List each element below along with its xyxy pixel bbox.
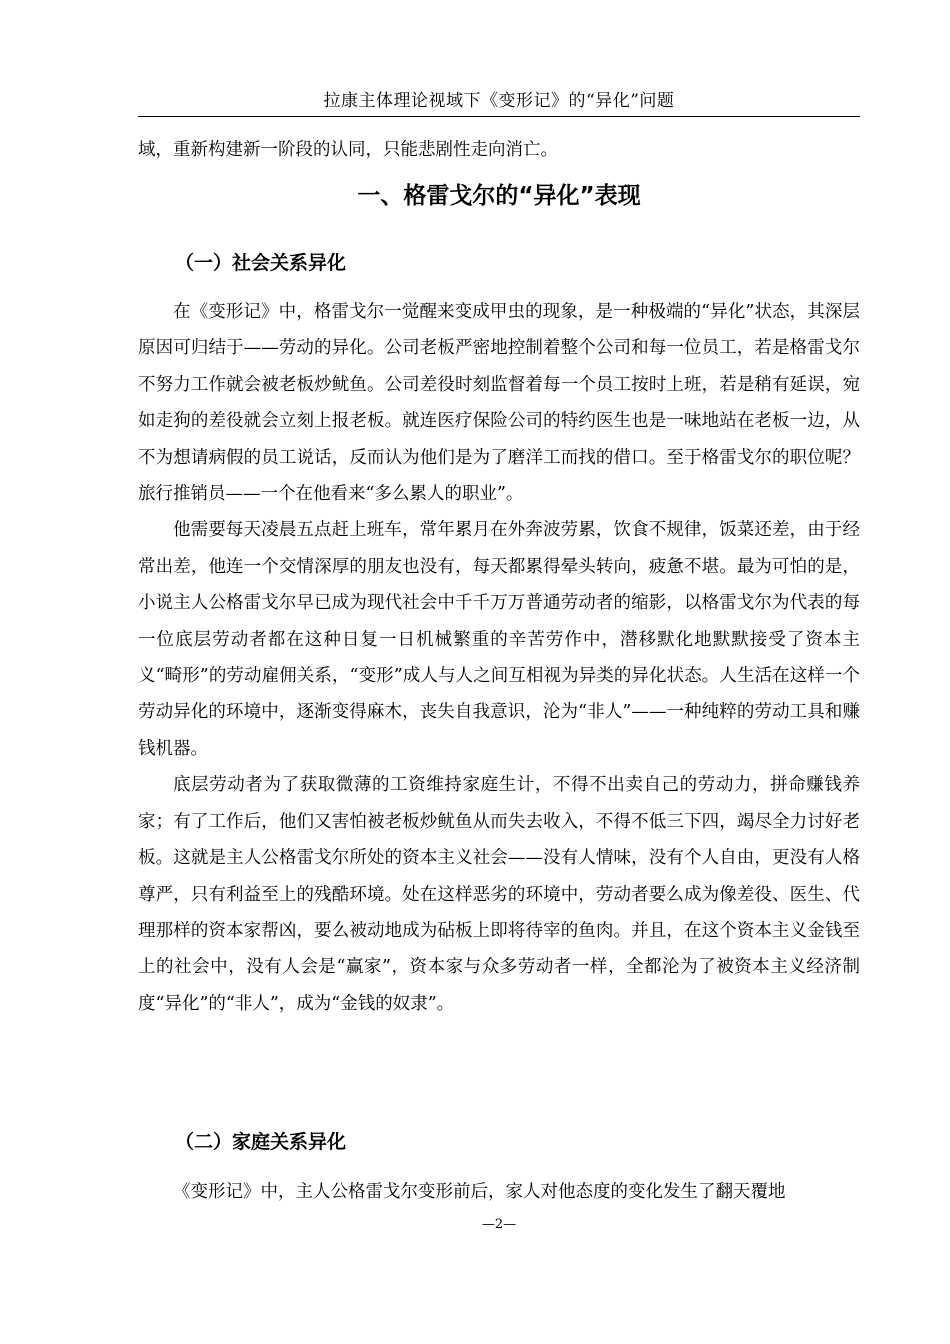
subsection-2-title: （二）家庭关系异化 xyxy=(175,1131,347,1153)
paragraph: 他需要每天凌晨五点赶上班车，常年累月在外奔波劳累，饮食不规律，饭菜还差，由于经常出差，他连一个交情深厚的朋友也没有，每天都累得晕头转向，疲惫不堪。最为可怕的是，小说主人公格雷戈尔早已成为现代社会中千千万万普通劳动者的缩影，以格雷戈尔为代表的每一位底层劳动者都在这种日复一日机械繁重的辛苦劳作中，潜移默化地默默接受了资本主义“畸形”的劳动雇佣关系，“变形”成人与人之间互相视为异类的异化状态。人生活在这样一个劳动异化的环境中，逐渐变得麻木，丧失自我意识，沦为“非人”——一种纯粹的劳动工具和赚钱机器。 xyxy=(138,520,860,759)
subsection-2-body xyxy=(138,1174,860,1210)
page-number: —2— xyxy=(481,1217,517,1232)
continuation-paragraph xyxy=(138,132,860,168)
paragraph: 在《变形记》中，格雷戈尔一觉醒来变成甲虫的现象，是一种极端的“异化”状态，其深层原因可归结于——劳动的异化。公司老板严密地控制着整个公司和每一位员工，若是格雷戈尔不努力工作就会被老板炒鱿鱼。公司差役时刻监督着每一个员工按时上班，若是稍有延误，宛如走狗的差役就会立刻上报老板。就连医疗保险公司的特约医生也是一味地站在老板一边，从不为想请病假的员工说话，反而认为他们是为了磨洋工而找的借口。至于格雷戈尔的职位呢？旅行推销员——一个在他看来“多么累人的职业”。 xyxy=(138,302,860,505)
section-title: 一、格雷戈尔的“异化”表现 xyxy=(357,183,641,209)
running-header: 拉康主体理论视域下《变形记》的“异化”问题 xyxy=(323,91,675,111)
header-divider xyxy=(138,116,860,117)
subsection-1-title: （一）社会关系异化 xyxy=(175,252,347,274)
paragraph: 《变形记》中，主人公格雷戈尔变形前后，家人对他态度的变化发生了翻天覆地 xyxy=(173,1182,786,1202)
continuation-text: 域，重新构建新一阶段的认同，只能悲剧性走向消亡。 xyxy=(138,140,558,160)
paragraph: 底层劳动者为了获取微薄的工资维持家庭生计，不得不出卖自己的劳动力，拼命赚钱养家；有了工作后，他们又害怕被老板炒鱿鱼从而失去收入，不得不低三下四，竭尽全力讨好老板。这就是主人公格雷戈尔所处的资本主义社会——没有人情味，没有个人自由，更没有人格尊严，只有利益至上的残酷环境。处在这样恶劣的环境中，劳动者要么成为像差役、医生、代理那样的资本家帮凶，要么被动地成为砧板上即将待宰的鱼肉。并且，在这个资本主义金钱至上的社会中，没有人会是“赢家”，资本家与众多劳动者一样，全都沦为了被资本主义经济制度“异化”的“非人”，成为“金钱的奴隶”。 xyxy=(138,775,860,1014)
subsection-1-body xyxy=(138,294,860,1022)
